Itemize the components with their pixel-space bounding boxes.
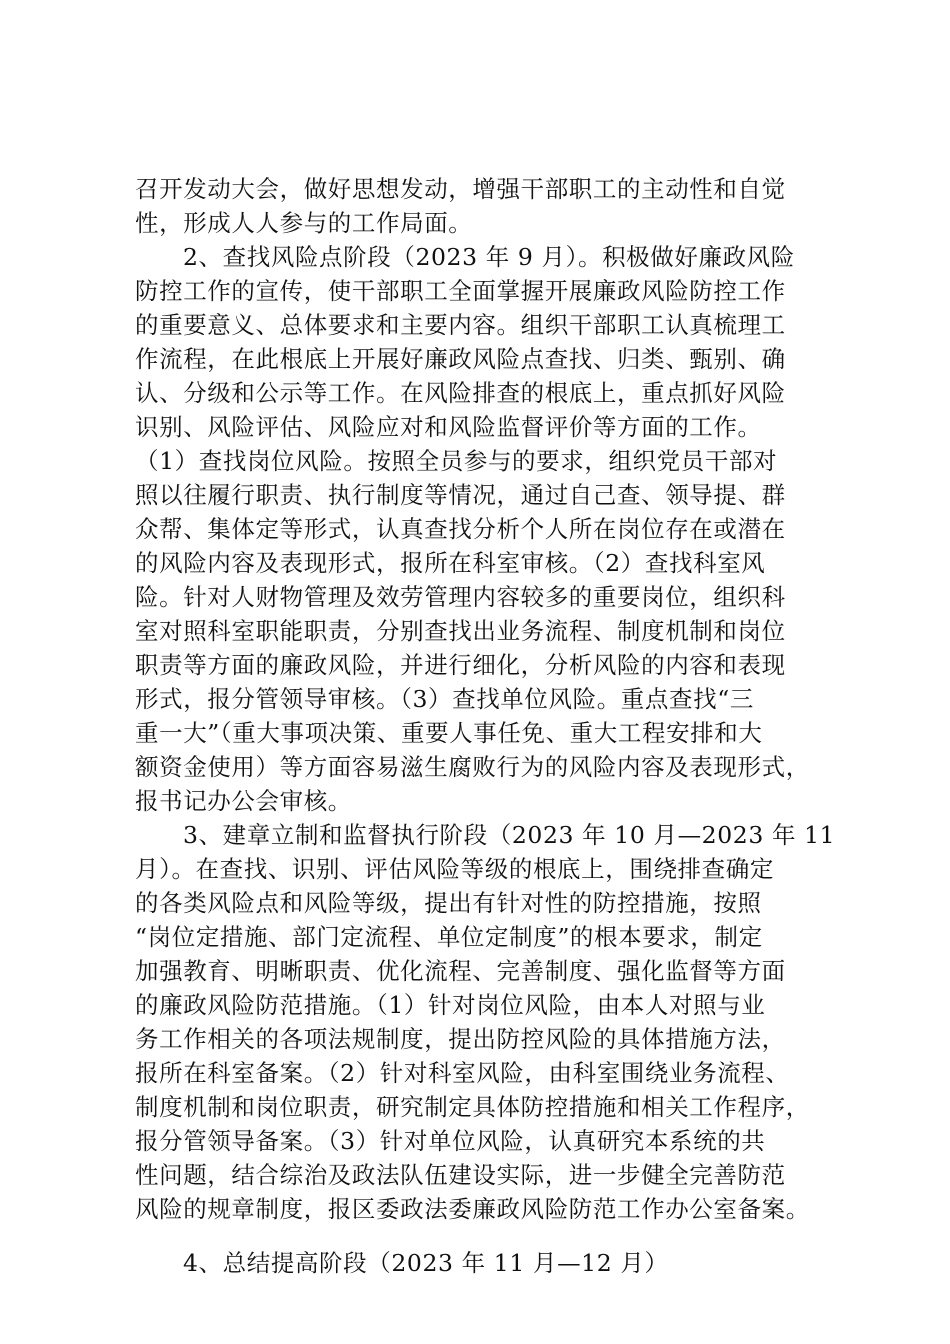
- paragraph-line: 召开发动大会，做好思想发动，增强干部职工的主动性和自觉: [135, 175, 786, 203]
- paragraph-line: 3、建章立制和监督执行阶段（2023 年 10 月—2023 年 11: [183, 821, 836, 849]
- paragraph-line: 风险的规章制度，报区委政法委廉政风险防范工作办公室备案。: [135, 1195, 810, 1223]
- paragraph-line: 识别、风险评估、风险应对和风险监督评价等方面的工作。: [135, 413, 762, 441]
- paragraph-line: 职责等方面的廉政风险，并进行细化，分析风险的内容和表现: [135, 651, 786, 679]
- paragraph-line: 的各类风险点和风险等级，提出有针对性的防控措施，按照: [135, 889, 762, 917]
- paragraph-line: 报书记办公会审核。: [135, 787, 352, 815]
- section-heading: 4、总结提高阶段（2023 年 11 月—12 月）: [183, 1249, 669, 1277]
- paragraph-line: 制度机制和岗位职责，研究制定具体防控措施和相关工作程序，: [135, 1093, 810, 1121]
- paragraph-line: （1）查找岗位风险。按照全员参与的要求，组织党员干部对: [135, 447, 778, 475]
- paragraph-line: 性问题，结合综治及政法队伍建设实际，进一步健全完善防范: [135, 1161, 786, 1189]
- paragraph-line: 室对照科室职能职责，分别查找出业务流程、制度机制和岗位: [135, 617, 786, 645]
- paragraph-line: 月）。在查找、识别、评估风险等级的根底上，围绕排查确定: [135, 855, 774, 883]
- paragraph-line: 报所在科室备案。（2）针对科室风险，由科室围绕业务流程、: [135, 1059, 790, 1087]
- paragraph-line: 作流程，在此根底上开展好廉政风险点查找、归类、甄别、确: [135, 345, 786, 373]
- paragraph-line: 加强教育、明晰职责、优化流程、完善制度、强化监督等方面: [135, 957, 786, 985]
- paragraph-line: 的廉政风险防范措施。（1）针对岗位风险，由本人对照与业: [135, 991, 766, 1019]
- paragraph-line: 务工作相关的各项法规制度，提出防控风险的具体措施方法，: [135, 1025, 786, 1053]
- paragraph-line: 性，形成人人参与的工作局面。: [135, 209, 473, 237]
- paragraph-line: 众帮、集体定等形式，认真查找分析个人所在岗位存在或潜在: [135, 515, 786, 543]
- paragraph-line: 2、查找风险点阶段（2023 年 9 月）。积极做好廉政风险: [183, 243, 795, 271]
- paragraph-line: 险。针对人财物管理及效劳管理内容较多的重要岗位，组织科: [135, 583, 786, 611]
- paragraph-line: 的重要意义、总体要求和主要内容。组织干部职工认真梳理工: [135, 311, 786, 339]
- paragraph-line: 防控工作的宣传，使干部职工全面掌握开展廉政风险防控工作: [135, 277, 786, 305]
- paragraph-line: 报分管领导备案。（3）针对单位风险，认真研究本系统的共: [135, 1127, 766, 1155]
- paragraph-line: 形式，报分管领导审核。（3）查找单位风险。重点查找“三: [135, 685, 754, 713]
- paragraph-line: 额资金使用）等方面容易滋生腐败行为的风险内容及表现形式，: [135, 753, 810, 781]
- paragraph-line: 重一大”（重大事项决策、重要人事任免、重大工程安排和大: [135, 719, 763, 747]
- paragraph-line: 认、分级和公示等工作。在风险排查的根底上，重点抓好风险: [135, 379, 786, 407]
- paragraph-line: 照以往履行职责、执行制度等情况，通过自己查、领导提、群: [135, 481, 786, 509]
- paragraph-line: “岗位定措施、部门定流程、单位定制度”的根本要求，制定: [135, 923, 763, 951]
- paragraph-line: 的风险内容及表现形式，报所在科室审核。（2）查找科室风: [135, 549, 766, 577]
